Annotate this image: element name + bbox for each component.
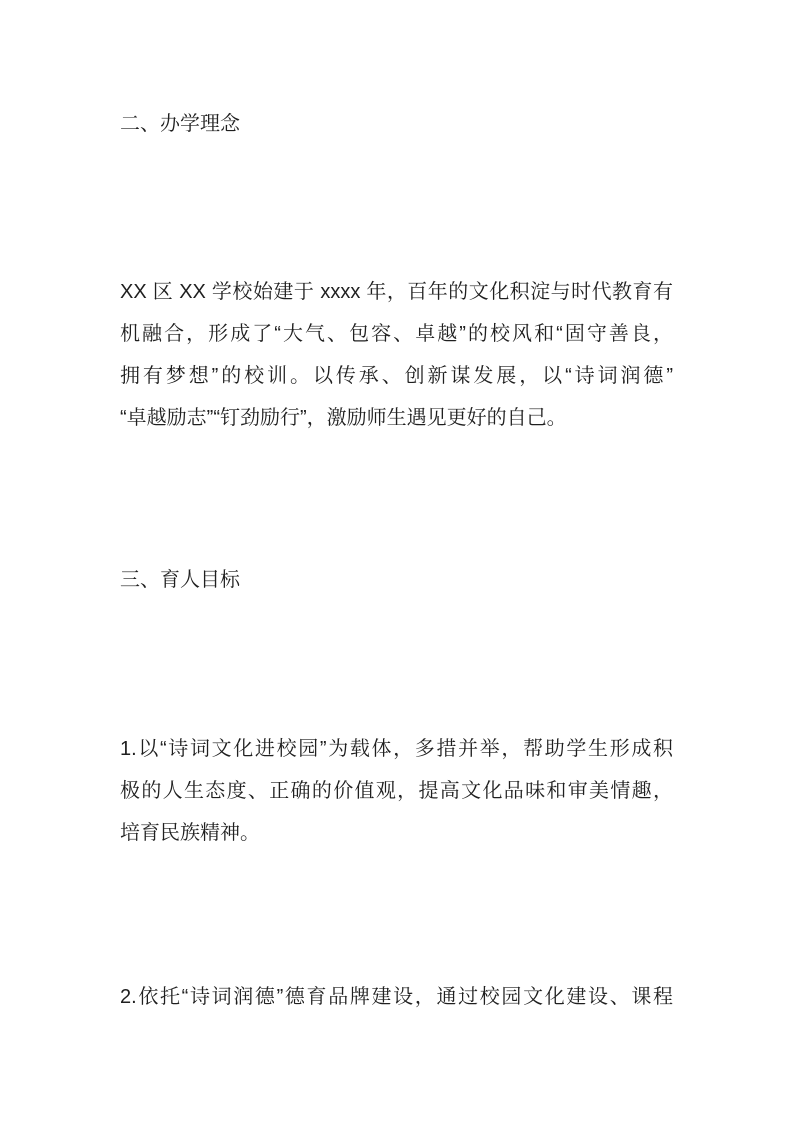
- text-line: 机融合，形成了“大气、包容、卓越”的校风和“固守善良，: [120, 323, 673, 345]
- text-line: 2.依托“诗词润德”德育品牌建设，通过校园文化建设、课程: [120, 986, 673, 1008]
- heading-text: 三、育人目标: [120, 569, 240, 591]
- heading-text: 二、办学理念: [120, 113, 240, 135]
- section-heading-education-goals: [120, 559, 673, 601]
- text-line: XX 区 XX 学校始建于 xxxx 年，百年的文化积淀与时代教育有: [120, 281, 673, 303]
- text-line: “卓越励志”“钉劲励行”，激励师生遇见更好的自己。: [120, 407, 567, 429]
- section-heading-school-philosophy: [120, 103, 673, 145]
- text-line: 极的人生态度、正确的价值观，提高文化品味和审美情趣，: [120, 780, 673, 802]
- paragraph-goal-1: [120, 728, 673, 854]
- text-line: 拥有梦想”的校训。以传承、创新谋发展，以“诗词润德”: [120, 365, 673, 387]
- paragraph-school-intro: [120, 271, 673, 439]
- paragraph-goal-2: [120, 976, 673, 1018]
- text-line: 培育民族精神。: [120, 822, 260, 844]
- text-line: 1.以“诗词文化进校园”为载体，多措并举，帮助学生形成积: [120, 738, 673, 760]
